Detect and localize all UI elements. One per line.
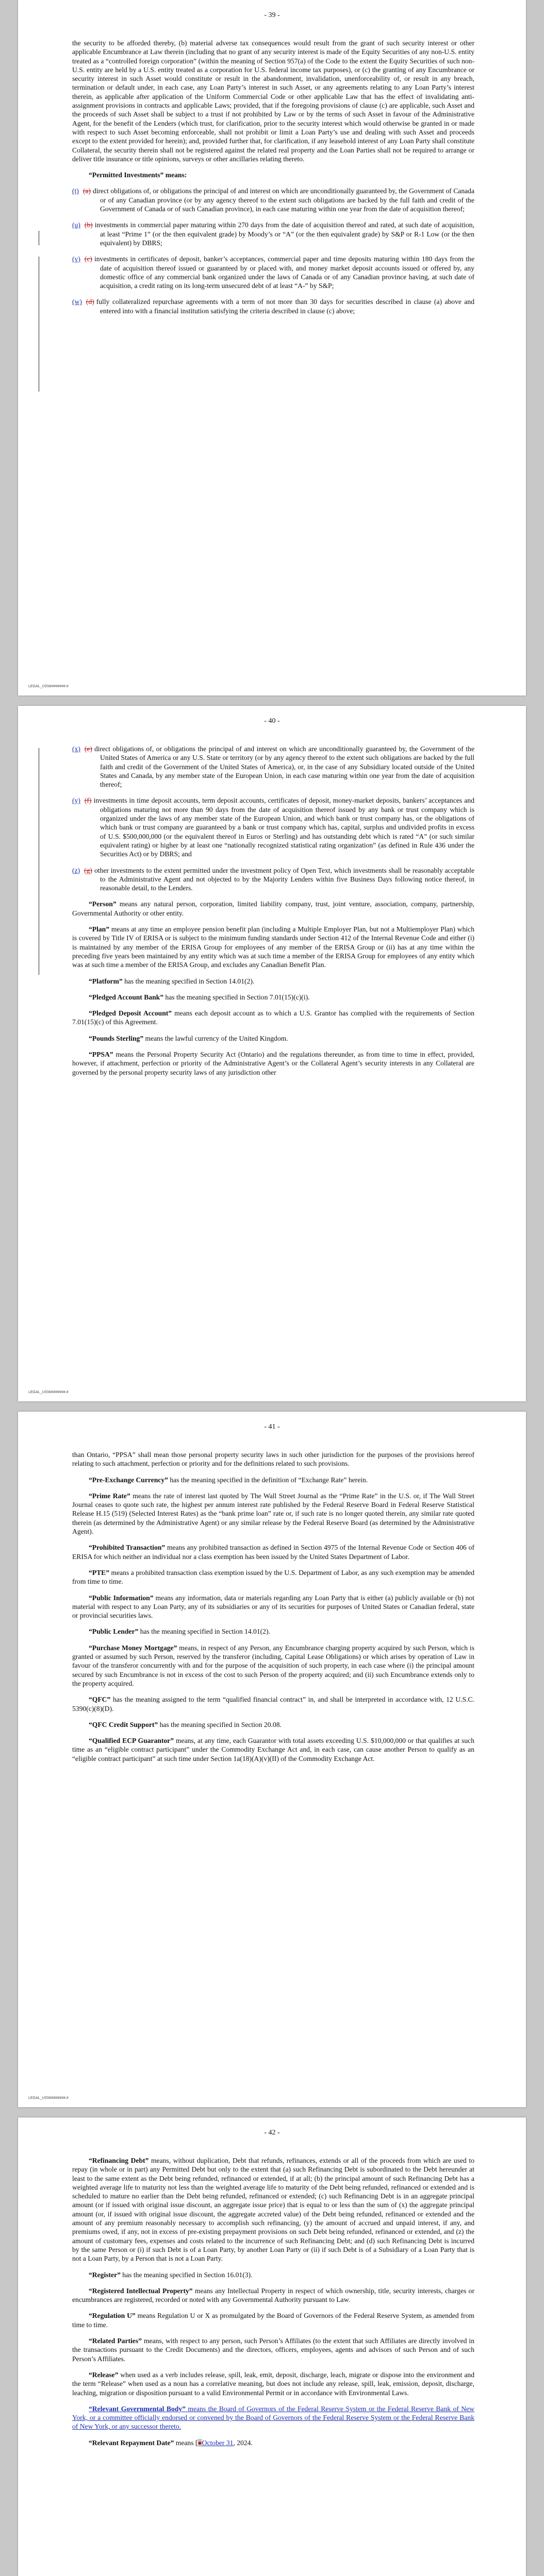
paragraph-continuation: the security to be afforded thereby, (b) material adverse tax consequences would result from the grant of such security interest or other applicable Encumbrance at Law therein (including that no grant of any security interest is made of the Equity Securities of any non-U.S. entity treated as a “controlled foreign corporation” (within the meaning of Section 957(a) of the Code to the extent the Equity Securities of such non-U.S. entity are held by a U.S. entity treated as a corporation for U.S. federal income tax purposes), or (c) the granting of any Encumbrance or security interest in such Asset would constitute or result in the abandonment, invalidation, unenforceability of, or result in any breach, termination or default under, in each case, any Loan Party’s interest in such Asset, or any agreements relating to any Loan Party’s interest therein, as applicable after application of the Uniform Commercial Code or other applicable Law that has the effect of invalidating anti-assignment provisions in contracts and applicable Laws; provided, that if the foregoing provisions of clause (c) are applicable, such Asset and the proceeds of such Asset shall be subject to a trust if not prohibited by Law or by the terms of such Asset in favour of the Administrative Agent, for the benefit of the Lenders (which trust, for clarification, prior to the security interest which would otherwise be granted in or made with respect to such Asset becoming enforceable, shall not prohibit or limit a Loan Party’s use and dealing with such Asset and proceeds except to the extent provided for herein); and, provided further that, for clarification, if any leasehold interest of any Loan Party shall constitute Collateral, the security therein shall not be registered against the related real property and the Loan Parties shall not be required to arrange or deliver title insurance or title opinions, surveys or other ancillaries relating thereto. [72, 39, 474, 163]
definition: “PTE” means a prohibited transaction class exemption issued by the U.S. Department of Labor, as any such exemption may be amended from time to time. [72, 1568, 474, 1586]
definition: “Pledged Deposit Account” means each deposit account as to which a U.S. Grantor has complied with the requirements of Section 7.01(15)(c) of this Agreement. [72, 1009, 474, 1026]
list-item: (u) (b) investments in commercial paper maturing within 270 days from the date of acquisition thereof and rated, at such date of acquisition, at least “Prime 1” (or the then equivalent grade) by Moody’s or “A” (or the then equivalent grade) by S&P or R-1 Low (or the then equivalent) by DBRS; [72, 221, 474, 247]
list-item: (t) (a) direct obligations of, or obligations the principal of and interest on which are unconditionally guaranteed by, the Government of Canada or of any Canadian province (or by any agency thereof to the extent such obligations are backed by the full faith and credit of the Government of Canada or of such Canadian province), in each case maturing within one year from the date of acquisition thereof; [72, 187, 474, 213]
definition: “Register” has the meaning specified in Section 16.01(3). [89, 2270, 253, 2279]
definition: “Public Information” means any information, data or materials regarding any Loan Party that is either (a) publicly available or (b) not material with respect to any Loan Party, any of its subsidiaries or any of its securities for purposes of United States or Canadian federal, state or provincial securities laws. [72, 1594, 474, 1620]
page-number: - 41 - [264, 1423, 280, 1431]
page-footer: LEGAL_US\W#######.# [28, 1391, 69, 1394]
definition: “Registered Intellectual Property” means any Intellectual Property in respect of which ownership, title, security interests, charges or encumbrances are registered, recorded or noted with any Governmental Authority pursuant to Law. [72, 2286, 474, 2304]
page-footer: LEGAL_US\W#######.# [28, 2096, 69, 2100]
definition: “QFC Credit Support” has the meaning specified in Section 20.08. [89, 1720, 282, 1728]
definition: “Qualified ECP Guarantor” means, at any time, each Guarantor with total assets exceeding U.S. $10,000,000 or that qualifies at such time as an “eligible contract participant” under the Commodity Exchange Act and, in each case, can cause another Person to qualify as an “eligible contract participant” at such time under Section 1a(18)(A)(v)(II) of the Commodity Exchange Act. [72, 1737, 474, 1762]
definition: “Relevant Repayment Date” means [●October 31, 2024. [89, 2438, 253, 2447]
definition-inserted: “Relevant Governmental Body” means the Board of Governors of the Federal Reserve System or the Federal Reserve Bank of New York, or a committee officially endorsed or convened by the Board of Governors of the Federal Reserve System or the Federal Reserve Bank of New York, or any successor thereto. [72, 2404, 474, 2431]
definition: “Release” when used as a verb includes release, spill, leak, emit, deposit, discharge, leach, migrate or dispose into the environment and the term “Release” when used as a noun has a correlative meaning, but does not include any release, spill, leak, emission, deposit, discharge, leaching, migration or disposition pursuant to a valid Environmental Permit or in accordance with Environmental Laws. [72, 2370, 474, 2397]
page-number: - 40 - [264, 717, 280, 725]
page-body [72, 39, 474, 323]
page-41 [18, 1412, 526, 2107]
placeholder-marker: ● [197, 2438, 202, 2447]
definition: “PPSA” means the Personal Property Security Act (Ontario) and the regulations thereunder, as from time to time in effect, provided, however, if attachment, perfection or priority of the Administrative Agent’s or the Collateral Agent’s security interests in any Collateral are governed by the personal property security laws of any jurisdiction other [72, 1050, 474, 1076]
page-body [72, 2156, 474, 2454]
definition: “Pledged Account Bank” has the meaning specified in Section 7.01(15)(c)(i). [89, 993, 310, 1001]
page-body [72, 744, 474, 1084]
definition: “Pre-Exchange Currency” has the meaning specified in the definition of “Exchange Rate” herein. [89, 1476, 368, 1484]
definition: “Person” means any natural person, corporation, limited liability company, trust, joint venture, association, company, partnership, Governmental Authority or other entity. [72, 900, 474, 917]
definition: “Regulation U” means Regulation U or X as promulgated by the Board of Governors of the Federal Reserve System, as amended from time to time. [72, 2312, 474, 2329]
paragraph-continuation: than Ontario, “PPSA” shall mean those personal property security laws in such other jurisdiction for the purposes of the provisions hereof relating to such attachment, perfection or priority and for the definitions related to such provisions. [72, 1451, 474, 1468]
list-item: (z) (g) other investments to the extent permitted under the investment policy of Open Text, which investments shall be reasonably acceptable to the Administrative Agent and not objected to by the Majority Lenders within five Business Days following notice thereof, in reasonable detail, to the Lenders. [72, 866, 474, 892]
page-40 [18, 706, 526, 1401]
page-footer: LEGAL_US\W#######.# [28, 685, 69, 688]
page-number: - 39 - [264, 11, 280, 19]
definition: “Refinancing Debt” means, without duplication, Debt that refunds, refinances, extends or all of the proceeds from which are used to repay (in whole or in part) any Permitted Debt but only to the extent that (a) such Refinancing Debt is subordinated to the Debt hereunder at least to the same extent as the Debt being refunded, refinanced or extended, if at all; (b) the principal amount of such Refinancing Debt has a weighted average life to maturity not less than the weighted average life to maturity of the Debt being refunded, refinanced or extended and is scheduled to mature no earlier than the Debt being refunded, refinanced or extended; (c) such Refinancing Debt is in an aggregate principal amount (or if issued with original issue discount, an aggregate issue price) that is equal to or less than the sum of (x) the aggregate principal amount (or, if issued with original issue discount, the aggregate accreted value) of the Debt being refunded, refinanced or extended and the amount of any premium reasonably necessary to accomplish such refinancing, (y) the amount of accrued and unpaid interest, if any, and premiums owed, if any, not in excess of pre-existing prepayment provisions on such Debt being refunded, refinanced or extended, and (z) the amount of customary fees, expenses and costs related to the incurrence of such Refinancing Debt; and (d) such Refinancing Debt is incurred by the same Person or (i) if such Debt is of a Loan Party, by another Loan Party or (ii) if such Debt is of a Subsidiary of a Loan Party that is not a Loan Party, by a Person that is not a Loan Party. [72, 2157, 474, 2263]
page-number: - 42 - [264, 2129, 280, 2137]
definition: “Public Lender” has the meaning specified in Section 14.01(2). [89, 1628, 270, 1636]
definition-heading: “Permitted Investments” means: [89, 171, 187, 179]
definition: “Pounds Sterling” means the lawful currency of the United Kingdom. [89, 1034, 288, 1042]
definition: “Purchase Money Mortgage” means, in respect of any Person, any Encumbrance charging property acquired by such Person, which is granted or assumed by such Person, reserved by the transferor (including, Capital Lease Obligations) or which arises by operation of Law in favour of the transferor concurrently with and for the purpose of the acquisition of such property, in each case where (i) the principal amount secured by such Encumbrance is not in excess of the cost to such Person of the property acquired; and (ii) such Encumbrance extends only to the property acquired. [72, 1643, 474, 1687]
page-body [72, 1450, 474, 1770]
list-item: (x) (e) direct obligations of, or obligations the principal of and interest on which are unconditionally guaranteed by, the Government of the United States of America or any U.S. State or territory (or by any agency thereof to the extent such obligations are backed by the full faith and credit of the Government of the United States of America), or, in the case of any Subsidiary located outside of the United States and Canada, by any member state of the European Union, in each case maturing within one year from the date of acquisition thereof; [72, 745, 474, 789]
definition: “Related Parties” means, with respect to any person, such Person’s Affiliates (to the extent that such Affiliates are directly involved in the transactions pursuant to the Credit Documents) and the directors, officers, employees, agents and advisors of such Person and of such Person’s Affiliates. [72, 2337, 474, 2363]
definition: “Platform” has the meaning specified in Section 14.01(2). [89, 977, 255, 985]
page-39 [18, 0, 526, 696]
list-item: (y) (f) investments in time deposit accounts, term deposit accounts, certificates of deposit, money-market deposits, bankers’ acceptances and obligations maturing not more than 90 days from the date of acquisition thereof issued by any bank or trust company which is organized under the laws of any member state of the European Union, and which bank or trust company has, or the obligations of which bank or trust company are guaranteed by a bank or trust company which has, capital, surplus and undivided profits in excess of U.S. $500,000,000 (or the equivalent thereof in Euros or Sterling) and has outstanding debt which is rated “A” (or such similar equivalent rating) or higher by at least one “nationally recognized statistical rating organization” (as defined in Rule 436 under the Securities Act) or by DBRS; and [72, 796, 474, 858]
definition: “QFC” has the meaning assigned to the term “qualified financial contract” in, and shall be interpreted in accordance with, 12 U.S.C. 5390(c)(8)(D). [72, 1696, 474, 1713]
definition: “Prime Rate” means the rate of interest last quoted by The Wall Street Journal as the “Prime Rate” in the U.S. or, if The Wall Street Journal ceases to quote such rate, the highest per annum interest rate published by the Federal Reserve Board in Federal Reserve Statistical Release H.15 (519) (Selected Interest Rates) as the “bank prime loan” rate or, if such rate is no longer quoted therein, any similar rate quoted therein (as determined by the Administrative Agent) or any similar release by the Federal Reserve Board (as determined by the Administrative Agent). [72, 1492, 474, 1536]
list-item: (w) (d) fully collateralized repurchase agreements with a term of not more than 30 days for securities described in clause (a) above and entered into with a financial institution satisfying the criteria described in clause (c) above; [72, 298, 474, 315]
page-42 [18, 2117, 526, 2576]
list-item: (v) (c) investments in certificates of deposit, banker’s acceptances, commercial paper and time deposits maturing within 180 days from the date of acquisition thereof issued or guaranteed by or placed with, and money market deposit accounts issued or offered by, any domestic office of any commercial bank organized under the laws of Canada or of any Canadian province having, at such date of acquisition, a credit rating on its long-term unsecured debt of at least “A-” by S&P; [72, 255, 474, 290]
definition: “Plan” means at any time an employee pension benefit plan (including a Multiple Employer Plan, but not a Multiemployer Plan) which is covered by Title IV of ERISA or is subject to the minimum funding standards under Section 412 of the Internal Revenue Code and either (i) is maintained by any member of the ERISA Group for employees of any member of the ERISA Group or (ii) has at any time within the preceding five years been maintained by any entity which was at such time a member of the ERISA Group for employees of any entity which was at such time a member of the ERISA Group, and excludes any Canadian Benefit Plan. [72, 925, 474, 969]
definition: “Prohibited Transaction” means any prohibited transaction as defined in Section 4975 of the Internal Revenue Code or Section 406 of ERISA for which neither an individual nor a class exemption has been issued by the United States Department of Labor. [72, 1544, 474, 1561]
